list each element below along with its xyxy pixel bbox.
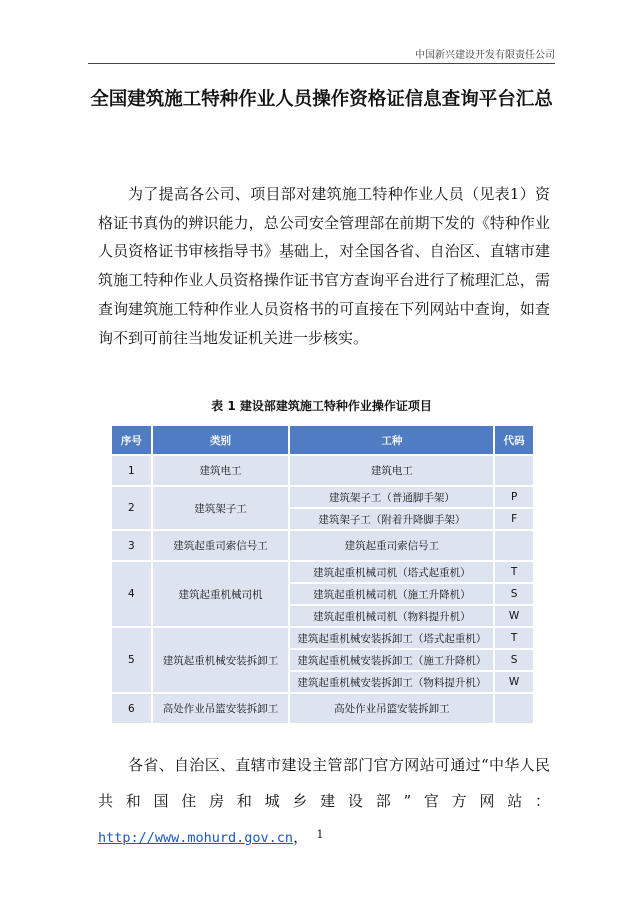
cell-code	[494, 693, 534, 724]
cell-category: 高处作业吊篮安装拆卸工	[152, 693, 290, 724]
table-header-row	[111, 425, 534, 455]
cell-trade: 建筑起重机械司机（塔式起重机）	[289, 561, 494, 583]
cell-trade: 建筑起重机械安装拆卸工（塔式起重机）	[289, 627, 494, 649]
document-title: 全国建筑施工特种作业人员操作资格证信息查询平台汇总	[90, 89, 553, 110]
cell-code: P	[494, 486, 534, 508]
cell-code: W	[494, 605, 534, 627]
cell-no: 2	[111, 486, 152, 530]
table-row	[111, 561, 534, 583]
table-row	[111, 530, 534, 561]
cell-trade: 建筑架子工（附着升降脚手架）	[289, 508, 494, 530]
cell-no: 4	[111, 561, 152, 627]
table-body	[111, 455, 534, 724]
intro-paragraph: 为了提高各公司、项目部对建筑施工特种作业人员（见表1）资格证书真伪的辨识能力，总公司安全管理部在前期下发的《特种作业人员资格证书审核指导书》基础上，对全国各省、自治区、直辖市建筑施工特种作业人员资格操作证书官方查询平台进行了梳理汇总，需查询建筑施工特种作业人员资格书的可直接在下列网站中查询，如查询不到可前往当地发证机关进一步核实。	[98, 185, 550, 347]
cell-category: 建筑架子工	[152, 486, 290, 530]
cell-code	[494, 530, 534, 561]
cell-code: T	[494, 561, 534, 583]
operations-table	[110, 424, 535, 725]
cell-trade: 建筑起重机械安装拆卸工（施工升降机）	[289, 649, 494, 671]
cell-code: W	[494, 671, 534, 693]
table-row	[111, 455, 534, 486]
website-paragraph-text: 各省、自治区、直辖市建设主管部门官方网站可通过“中华人民共和国住房和城乡建设部”官方网站：	[98, 756, 550, 810]
cell-trade: 建筑起重司索信号工	[289, 530, 494, 561]
cell-trade: 建筑电工	[289, 455, 494, 486]
page-number: 1	[316, 828, 324, 841]
table-row	[111, 693, 534, 724]
cell-code	[494, 455, 534, 486]
table-row	[111, 486, 534, 508]
cell-no: 6	[111, 693, 152, 724]
table-row	[111, 627, 534, 649]
cell-category: 建筑起重机械安装拆卸工	[152, 627, 290, 693]
cell-no: 1	[111, 455, 152, 486]
cell-category: 建筑电工	[152, 455, 290, 486]
header-code: 代码	[494, 425, 534, 455]
table-caption: 表 1 建设部建筑施工特种作业操作证项目	[211, 399, 432, 413]
page-header-company: 中国新兴建设开发有限责任公司	[415, 50, 555, 61]
website-paragraph-trailing: ，	[293, 828, 309, 846]
cell-trade: 高处作业吊篮安装拆卸工	[289, 693, 494, 724]
cell-no: 5	[111, 627, 152, 693]
cell-no: 3	[111, 530, 152, 561]
mohurd-link[interactable]: http://www.mohurd.gov.cn	[98, 830, 294, 846]
cell-trade: 建筑起重机械安装拆卸工（物料提升机）	[289, 671, 494, 693]
cell-category: 建筑起重机械司机	[152, 561, 290, 627]
cell-code: S	[494, 583, 534, 605]
cell-code: T	[494, 627, 534, 649]
cell-trade: 建筑架子工（普通脚手架）	[289, 486, 494, 508]
cell-category: 建筑起重司索信号工	[152, 530, 290, 561]
header-divider	[88, 63, 555, 64]
cell-code: S	[494, 649, 534, 671]
header-category: 类别	[152, 425, 290, 455]
header-trade: 工种	[289, 425, 494, 455]
cell-code: F	[494, 508, 534, 530]
cell-trade: 建筑起重机械司机（施工升降机）	[289, 583, 494, 605]
cell-trade: 建筑起重机械司机（物料提升机）	[289, 605, 494, 627]
header-no: 序号	[111, 425, 152, 455]
